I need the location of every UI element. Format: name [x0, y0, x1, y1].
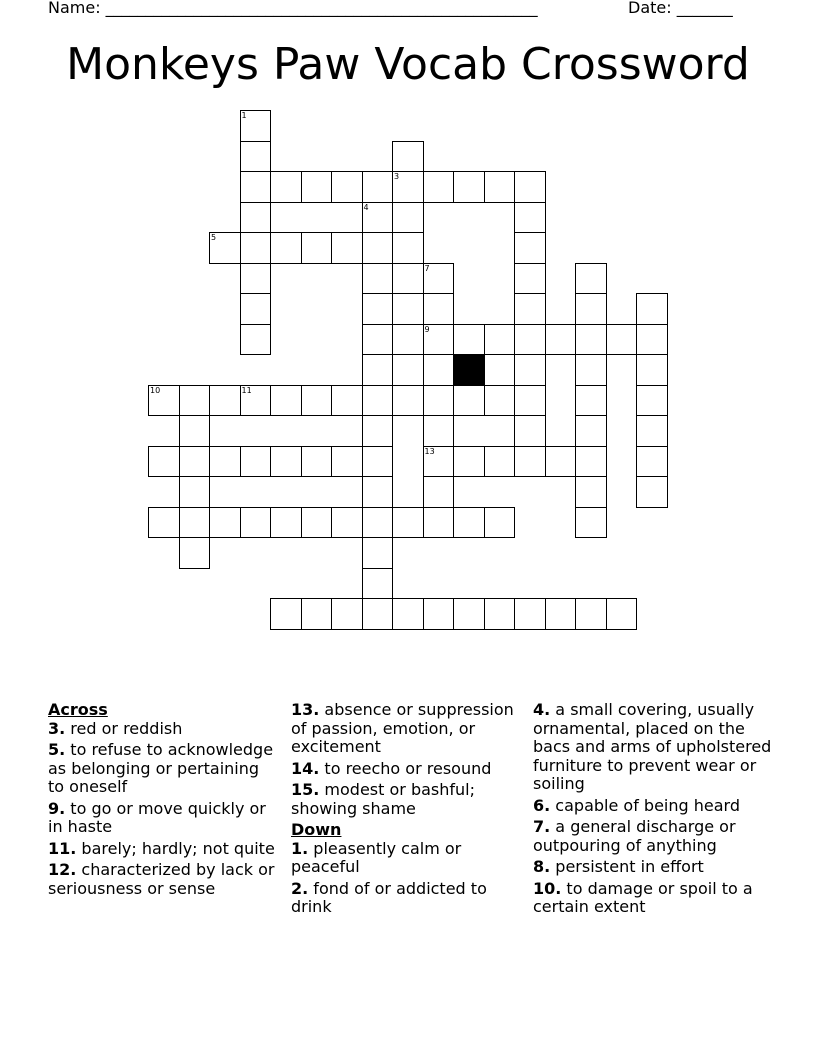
clue-number: 8. — [533, 857, 551, 876]
grid-cell[interactable] — [423, 354, 455, 386]
grid-cell[interactable] — [148, 385, 180, 417]
grid-cell[interactable] — [545, 324, 577, 356]
grid-cell[interactable] — [270, 507, 302, 539]
grid-cell[interactable] — [240, 202, 272, 234]
grid-cell[interactable] — [392, 354, 424, 386]
grid-cell[interactable] — [179, 415, 211, 447]
clue-number-label: 3 — [394, 172, 400, 181]
grid-cell[interactable] — [636, 324, 668, 356]
grid-cell[interactable] — [636, 415, 668, 447]
grid-cell[interactable] — [240, 263, 272, 295]
grid-cell[interactable] — [179, 507, 211, 539]
grid-cell[interactable] — [484, 598, 516, 630]
clue-text: to damage or spoil to a certain extent — [533, 878, 753, 916]
clue-number: 13. — [291, 700, 320, 719]
grid-cell[interactable] — [392, 385, 424, 417]
grid-cell[interactable] — [636, 476, 668, 508]
grid-cell[interactable] — [575, 263, 607, 295]
grid-cell[interactable] — [179, 537, 211, 569]
grid-cell[interactable] — [392, 293, 424, 325]
grid-cell[interactable] — [514, 232, 546, 264]
clue-item — [48, 720, 280, 739]
clue-text: capable of being heard — [550, 795, 740, 815]
clue-number-label: 1 — [241, 111, 247, 120]
grid-cell[interactable] — [362, 476, 394, 508]
clue-text: absence or suppression of passion, emotion, or excitement — [291, 700, 514, 756]
grid-cell[interactable] — [423, 171, 455, 203]
grid-cell[interactable] — [636, 354, 668, 386]
grid-cell[interactable] — [270, 446, 302, 478]
grid-cell[interactable] — [484, 354, 516, 386]
grid-cell[interactable] — [575, 385, 607, 417]
grid-cell[interactable] — [331, 507, 363, 539]
clue-number: 10. — [533, 878, 562, 898]
grid-cell[interactable] — [392, 507, 424, 539]
across-clues-list — [48, 720, 280, 899]
grid-cell[interactable] — [453, 171, 485, 203]
grid-cell[interactable] — [362, 293, 394, 325]
clue-text: persistent in effort — [550, 857, 704, 876]
grid-cell[interactable] — [392, 263, 424, 295]
grid-cell[interactable] — [575, 598, 607, 630]
grid-cell[interactable] — [301, 446, 333, 478]
clue-item — [48, 840, 280, 859]
grid-cell[interactable] — [545, 446, 577, 478]
grid-cell-blocked — [453, 354, 485, 386]
grid-cell[interactable] — [575, 415, 607, 447]
grid-cell[interactable] — [362, 568, 394, 600]
grid-cell[interactable] — [636, 446, 668, 478]
clue-text: to refuse to acknowledge as belonging or pertaining to oneself — [48, 740, 274, 796]
clue-number-label: 7 — [424, 263, 430, 273]
grid-cell[interactable] — [423, 476, 455, 508]
grid-cell[interactable] — [575, 293, 607, 325]
grid-cell[interactable] — [606, 324, 638, 356]
grid-cell[interactable] — [270, 232, 302, 264]
clue-item — [533, 701, 773, 794]
clue-text: a general discharge or outpouring of anything — [533, 817, 736, 855]
grid-cell[interactable] — [453, 385, 485, 417]
clue-item — [533, 858, 773, 877]
clue-text: pleasently calm or peaceful — [291, 838, 462, 876]
clue-number: 4. — [533, 700, 551, 719]
grid-cell[interactable] — [240, 232, 272, 264]
grid-cell[interactable] — [148, 507, 180, 539]
clue-number: 1. — [291, 838, 309, 858]
name-field-label: Name: ______________________________________________________ — [48, 0, 538, 17]
grid-cell[interactable] — [362, 507, 394, 539]
grid-cell[interactable] — [514, 202, 546, 234]
clue-text: modest or bashful; showing shame — [291, 780, 475, 818]
grid-cell[interactable] — [240, 324, 272, 356]
clues-column-1 — [48, 701, 280, 901]
clue-number-label: 9 — [424, 324, 430, 334]
grid-cell[interactable] — [423, 385, 455, 417]
clue-item — [533, 797, 773, 816]
grid-cell[interactable] — [392, 598, 424, 630]
grid-cell[interactable] — [362, 385, 394, 417]
grid-cell[interactable] — [392, 232, 424, 264]
grid-cell[interactable] — [362, 598, 394, 630]
clue-text: red or reddish — [65, 718, 183, 738]
grid-cell[interactable] — [301, 385, 333, 417]
clue-item — [291, 781, 523, 818]
clue-text: fond of or addicted to drink — [291, 878, 487, 916]
grid-cell[interactable] — [392, 141, 424, 173]
clue-text: to go or move quickly or in haste — [48, 798, 266, 836]
clue-number-label: 13 — [424, 446, 435, 456]
grid-cell[interactable] — [209, 507, 241, 539]
clue-number: 7. — [533, 817, 551, 836]
grid-cell[interactable] — [240, 385, 272, 417]
grid-cell[interactable] — [514, 446, 546, 478]
grid-cell[interactable] — [301, 232, 333, 264]
grid-cell[interactable] — [392, 324, 424, 356]
clue-number-label: 5 — [211, 233, 217, 242]
clue-text: to reecho or resound — [319, 758, 492, 778]
down-heading: Down — [291, 820, 342, 839]
clue-number-label: 11 — [241, 385, 252, 395]
grid-cell[interactable] — [209, 232, 241, 264]
grid-cell[interactable] — [575, 476, 607, 508]
grid-cell[interactable] — [575, 354, 607, 386]
clue-item — [291, 880, 523, 917]
grid-cell[interactable] — [362, 171, 394, 203]
grid-cell[interactable] — [179, 476, 211, 508]
grid-cell[interactable] — [423, 263, 455, 295]
grid-cell[interactable] — [270, 598, 302, 630]
grid-cell[interactable] — [331, 171, 363, 203]
down-clues-list-continued — [533, 701, 773, 917]
grid-cell[interactable] — [514, 324, 546, 356]
grid-cell[interactable] — [240, 141, 272, 173]
grid-cell[interactable] — [209, 446, 241, 478]
grid-cell[interactable] — [270, 171, 302, 203]
grid-cell[interactable] — [301, 507, 333, 539]
clue-number: 6. — [533, 795, 551, 815]
down-clues-list — [291, 840, 523, 917]
grid-cell[interactable] — [240, 110, 272, 142]
clue-item — [48, 741, 280, 797]
grid-cell[interactable] — [301, 171, 333, 203]
grid-cell[interactable] — [484, 446, 516, 478]
grid-cell[interactable] — [423, 598, 455, 630]
grid-cell[interactable] — [423, 324, 455, 356]
grid-cell[interactable] — [392, 171, 424, 203]
grid-cell[interactable] — [179, 385, 211, 417]
clue-item — [48, 861, 280, 898]
clue-number: 14. — [291, 758, 320, 778]
clue-item — [533, 818, 773, 855]
grid-cell[interactable] — [545, 598, 577, 630]
clue-text: a small covering, usually ornamental, placed on the bacs and arms of upholstered furniture to prevent wear or soiling — [533, 700, 772, 793]
grid-cell[interactable] — [575, 446, 607, 478]
grid-cell[interactable] — [148, 446, 180, 478]
grid-cell[interactable] — [270, 385, 302, 417]
grid-cell[interactable] — [423, 415, 455, 447]
clue-number-label: 4 — [363, 202, 369, 212]
grid-cell[interactable] — [423, 507, 455, 539]
grid-cell[interactable] — [514, 171, 546, 203]
grid-cell[interactable] — [179, 446, 211, 478]
clue-text: barely; hardly; not quite — [76, 838, 275, 858]
grid-cell[interactable] — [606, 598, 638, 630]
clue-number: 2. — [291, 878, 309, 898]
grid-cell[interactable] — [636, 385, 668, 417]
grid-cell[interactable] — [484, 507, 516, 539]
grid-cell[interactable] — [240, 293, 272, 325]
clue-number-label: 10 — [150, 385, 161, 395]
grid-cell[interactable] — [453, 324, 485, 356]
clue-text: characterized by lack or seriousness or sense — [48, 860, 275, 898]
grid-cell[interactable] — [453, 598, 485, 630]
grid-cell[interactable] — [301, 598, 333, 630]
across-clues-list-continued — [291, 701, 523, 818]
page-title: Monkeys Paw Vocab Crossword — [66, 39, 750, 90]
grid-cell[interactable] — [423, 293, 455, 325]
grid-cell[interactable] — [240, 171, 272, 203]
clue-item — [48, 800, 280, 837]
clue-item — [291, 840, 523, 877]
clue-number: 5. — [48, 740, 66, 759]
grid-cell[interactable] — [453, 507, 485, 539]
grid-cell[interactable] — [514, 385, 546, 417]
grid-cell[interactable] — [636, 293, 668, 325]
grid-cell[interactable] — [362, 354, 394, 386]
grid-cell[interactable] — [392, 202, 424, 234]
grid-cell[interactable] — [362, 537, 394, 569]
grid-cell[interactable] — [575, 507, 607, 539]
grid-cell[interactable] — [240, 446, 272, 478]
grid-cell[interactable] — [331, 446, 363, 478]
grid-cell[interactable] — [514, 354, 546, 386]
grid-cell[interactable] — [484, 324, 516, 356]
grid-cell[interactable] — [331, 385, 363, 417]
grid-cell[interactable] — [362, 263, 394, 295]
clue-item — [533, 880, 773, 917]
clue-number: 11. — [48, 838, 77, 858]
clues-column-3 — [533, 701, 773, 920]
grid-cell[interactable] — [575, 324, 607, 356]
grid-cell[interactable] — [514, 415, 546, 447]
clue-number: 12. — [48, 860, 77, 879]
grid-cell[interactable] — [209, 385, 241, 417]
grid-cell[interactable] — [362, 446, 394, 478]
clue-item — [291, 760, 523, 779]
clue-number: 9. — [48, 798, 66, 818]
grid-cell[interactable] — [423, 446, 455, 478]
grid-cell[interactable] — [514, 293, 546, 325]
grid-cell[interactable] — [331, 232, 363, 264]
clue-number: 15. — [291, 780, 320, 799]
grid-cell[interactable] — [362, 324, 394, 356]
across-heading: Across — [48, 700, 108, 719]
clue-item — [291, 701, 523, 757]
grid-cell[interactable] — [484, 385, 516, 417]
clues-column-2 — [291, 701, 523, 920]
grid-cell[interactable] — [331, 598, 363, 630]
grid-cell[interactable] — [362, 232, 394, 264]
date-field-label: Date: _______ — [628, 0, 733, 17]
grid-cell[interactable] — [514, 598, 546, 630]
grid-cell[interactable] — [240, 507, 272, 539]
grid-cell[interactable] — [514, 263, 546, 295]
grid-cell[interactable] — [362, 415, 394, 447]
clue-number: 3. — [48, 718, 66, 738]
grid-cell[interactable] — [484, 171, 516, 203]
grid-cell[interactable] — [362, 202, 394, 234]
grid-cell[interactable] — [453, 446, 485, 478]
